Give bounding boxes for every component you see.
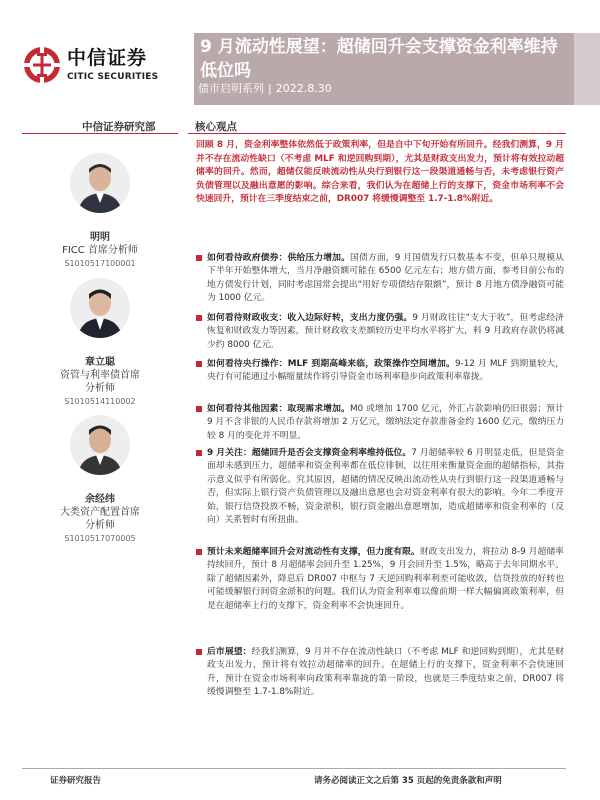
key-point <box>196 403 564 443</box>
key-point-lead: 如何看待央行操作：MLF 到期高峰来临，政策操作空间增加。 <box>207 359 455 369</box>
key-point <box>196 358 564 385</box>
key-point <box>196 447 564 527</box>
key-point <box>196 546 564 613</box>
analyst-card <box>22 278 178 408</box>
citic-logo-icon <box>22 45 62 85</box>
analyst-card <box>22 153 178 270</box>
analyst-photo-icon <box>70 278 130 338</box>
footer-disclaimer: 请务必阅读正文之后第 35 页起的免责条款和声明 <box>314 776 502 786</box>
analyst-title: FICC 首席分析师 <box>62 245 138 256</box>
core-view-heading: 核心观点 <box>195 121 237 133</box>
key-point-text: 国债方面，9 月国债发行只数基本不变，但单只规模从下半年开始整体增大，当月净融资额可能在 6500 亿元左右；地方债方面，参考目前公布的地方债发行计划，同时考虑国常会提出“用好专项债结存限额”，预计 8 月地方债净融资可能为 1000 亿元。 <box>207 253 564 304</box>
bullet-square-icon <box>196 406 202 412</box>
key-point-text: M0 或增加 1700 亿元，外汇占款影响仍旧很弱；预计 9 月不含非银的人民币存款将增加 2 万亿元，缴纳法定存款准备金约 1600 亿元，缴纳压力较 8 月的变化并不明显。 <box>207 404 564 441</box>
analyst-cert-code: S1010517100001 <box>64 259 136 268</box>
analyst-name: 章立聪 <box>85 357 115 368</box>
key-point-lead: 如何看待政府债券：供给压力增加。 <box>207 253 351 263</box>
bullet-square-icon <box>196 361 202 367</box>
report-date: 2022.8.30 <box>275 82 332 95</box>
key-point-text: 7 月超储率较 6 月明显走低，但是资金面却未感到压力，超储率和资金利率都在低位徘徊，以往用来衡量资金面的超储指标，其指示意义似乎有所弱化。究其原因，超储的情况反映出流动性从央行到银行这一段渠道通畅与否，但实际上银行资产负债管理以及融出意愿也会对资金利率有很大的影响。今年二季度开始，银行信贷投放不畅，资金淤积，银行资金融出意愿增加，造成超储率和资金利率的（反向）关系暂时有所扭曲。 <box>207 448 564 526</box>
key-point-text: 财政支出发力，将拉动 8-9 月超储率持续回升，预计 8 月超储率会回升至 1.25%，9 月会回升至 1.5%，略高于去年同期水平。除了超储因素外，降息后 DR007 中枢与 7 天逆回购利率利差可能收敛，信贷投放的好转也可能缓解银行间资金淤积的问题。我们认为资金利率难以像前期一样大幅偏离政策利率，但是在超储率上行的支撑下，资金利率不会快速回升。 <box>207 547 564 611</box>
analyst-photo-icon <box>70 415 130 475</box>
analyst-photo-icon <box>70 153 130 213</box>
logo-english-name: CITIC SECURITIES <box>67 72 159 82</box>
analyst-title-line2: 分析师 <box>85 520 115 531</box>
bullet-square-icon <box>196 649 202 655</box>
right-heading-rule <box>188 133 566 134</box>
left-heading-rule <box>22 133 178 134</box>
bullet-square-icon <box>196 315 202 321</box>
bullet-square-icon <box>196 255 202 261</box>
bullet-square-icon <box>196 549 202 555</box>
research-dept-heading: 中信证券研究部 <box>82 121 156 133</box>
report-meta <box>198 80 332 96</box>
title-banner-tail <box>574 33 600 105</box>
key-point-lead: 后市展望： <box>207 647 252 657</box>
citic-logo <box>22 40 190 90</box>
meta-separator: | <box>268 82 272 95</box>
analyst-card <box>22 415 178 545</box>
analyst-title: 资管与利率债首席 <box>60 370 140 381</box>
analyst-name: 余经纬 <box>85 494 115 505</box>
key-point-lead: 9 月关注：超储回升是否会支撑资金利率维持低位。 <box>207 448 412 458</box>
analyst-name: 明明 <box>90 232 110 243</box>
footer-rule <box>22 768 566 769</box>
key-point <box>196 312 564 352</box>
key-point-text: 经我们测算，9 月并不存在流动性缺口（不考虑 MLF 和逆回购到期），尤其是财政支出发力，预计将有效拉动超储率的回升。在超储上行的支撑下，资金利率不会快速回升，预计在资金市场利率向政策利率靠拢的第一阶段，也就是三季度结束之前，DR007 将缓慢调整至 1.7-1.8%附近。 <box>207 647 564 698</box>
analyst-title: 大类资产配置首席 <box>60 507 140 518</box>
footer-report-type: 证券研究报告 <box>50 776 102 786</box>
key-point-text: 9 月财政往往“支大于收”，但考虑经济恢复和财政发力等因素，预计财政收支差额较历史平均水平将扩大，料 9 月政府存款仍将减少约 8000 亿元。 <box>207 313 564 350</box>
bullet-square-icon <box>196 450 202 456</box>
report-series: 债市启明系列 <box>198 82 264 95</box>
key-point-lead: 预计未来超储率回升会对流动性有支撑，但力度有限。 <box>207 547 420 557</box>
analyst-cert-code: S1010514110002 <box>64 397 136 406</box>
analyst-cert-code: S1010517070005 <box>64 534 136 543</box>
key-point-lead: 如何看待财政收支：收入边际好转，支出力度仍强。 <box>207 313 413 323</box>
key-point-lead: 如何看待其他因素：取现需求增加。 <box>207 404 350 414</box>
analyst-title-line2: 分析师 <box>85 383 115 394</box>
key-point-text: 9-12 月 MLF 到期量较大，央行有可能通过小幅缩量续作将引导资金市场利率稳步向政策利率靠拢。 <box>207 359 565 383</box>
core-summary: 回顾 8 月，资金利率整体依然低于政策利率，但是自中下旬开始有所回升。经我们测算，9 月并不存在流动性缺口（不考虑 MLF 和逆回购到期），尤其是财政支出发力，预计将有效拉动超储率的回升。然而，超储仅能反映流动性从央行到银行这一段渠道通畅与否，未考虑银行资产负债管理以及融出意愿的影响。综合来看，我们认为在超储上行的支撑下，资金市场利率不会快速回升，预计在三季度结束之前，DR007 将缓慢调整至 1.7-1.8%附近。 <box>196 140 564 205</box>
report-title: 9 月流动性展望：超储回升会支撑资金利率维持低位吗 <box>200 37 558 81</box>
key-point <box>196 252 564 306</box>
key-point <box>196 646 564 700</box>
logo-chinese-name: 中信证券 <box>67 47 148 69</box>
